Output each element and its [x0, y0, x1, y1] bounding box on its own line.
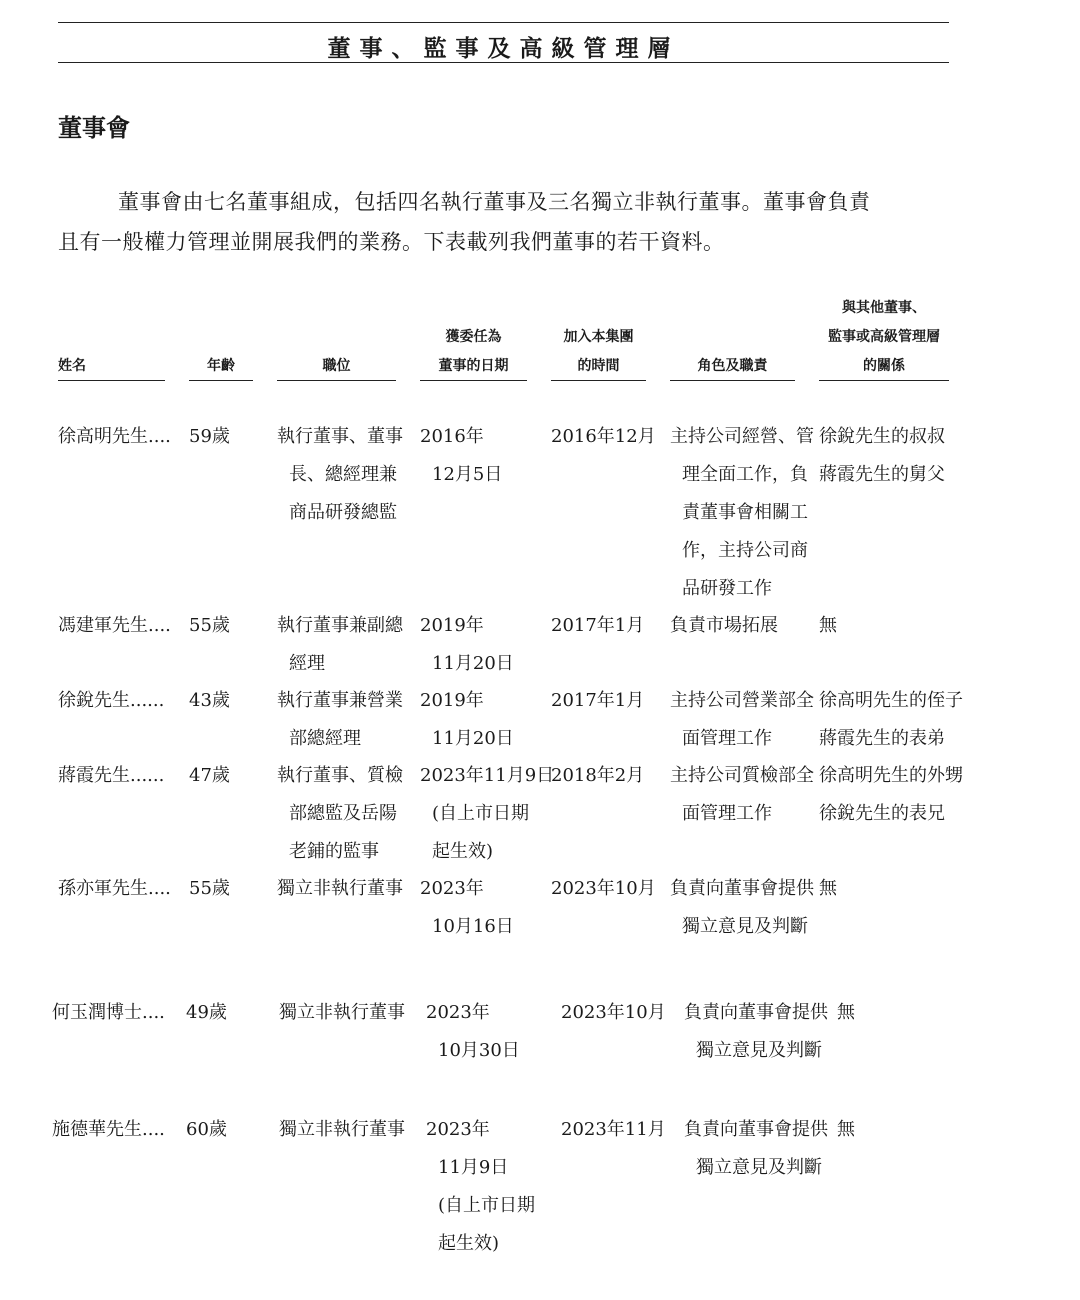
header-joined-l2: 的時間	[577, 358, 620, 374]
header-name: 姓名	[58, 358, 86, 374]
relationship: 徐銳先生的叔叔 蔣霞先生的舅父	[819, 426, 945, 485]
appointment-date: 2023年 10月16日	[420, 878, 514, 937]
header-roles: 角色及職責	[697, 358, 768, 374]
header-relationship-l1: 與其他董事、	[842, 300, 926, 316]
director-position: 獨立非執行董事	[279, 1119, 405, 1140]
appointment-date: 2023年 10月30日	[426, 1002, 520, 1061]
header-underline	[420, 380, 527, 381]
header-underline	[670, 380, 795, 381]
header-appointment	[420, 323, 527, 381]
appointment-date: 2023年 11月9日 (自上市日期 起生效)	[426, 1119, 536, 1254]
director-position: 獨立非執行董事	[277, 878, 403, 899]
director-name: 何玉潤博士....	[52, 1002, 165, 1023]
appointment-date: 2016年 12月5日	[420, 426, 503, 485]
director-position: 執行董事、董事 長、總經理兼 商品研發總監	[277, 426, 403, 523]
joined-date: 2018年2月	[551, 765, 645, 786]
relationship: 無	[819, 878, 837, 899]
header-relationship-l3: 的關係	[863, 358, 905, 374]
director-age: 55歲	[189, 615, 230, 636]
roles-responsibilities: 主持公司質檢部全 面管理工作	[670, 765, 814, 824]
relationship: 徐高明先生的外甥 徐銳先生的表兄	[819, 765, 963, 824]
roles-responsibilities: 負責向董事會提供 獨立意見及判斷	[670, 878, 814, 937]
intro-line-2: 且有一般權力管理並開展我們的業務。下表載列我們董事的若干資料。	[58, 230, 725, 254]
director-name: 馮建軍先生....	[58, 615, 171, 636]
director-age: 43歲	[189, 690, 230, 711]
joined-date: 2017年1月	[551, 615, 645, 636]
header-joined	[551, 323, 646, 381]
director-name: 蔣霞先生......	[58, 765, 165, 786]
header-position: 職位	[322, 358, 351, 374]
relationship: 無	[837, 1119, 855, 1140]
director-position: 獨立非執行董事	[279, 1002, 405, 1023]
joined-date: 2023年10月	[561, 1002, 666, 1023]
header-appointment-l2: 董事的日期	[438, 358, 509, 374]
page-header: 董事、監事及高級管理層	[327, 36, 680, 62]
director-name: 施德華先生....	[52, 1119, 165, 1140]
director-age: 49歲	[186, 1002, 227, 1023]
header-top-rule	[58, 22, 949, 23]
director-position: 執行董事兼副總 經理	[277, 615, 403, 674]
joined-date: 2017年1月	[551, 690, 645, 711]
header-relationship-l2: 監事或高級管理層	[828, 329, 940, 345]
roles-responsibilities: 負責向董事會提供 獨立意見及判斷	[684, 1002, 828, 1061]
roles-responsibilities: 負責市場拓展	[670, 615, 778, 636]
joined-date: 2023年10月	[551, 878, 656, 899]
header-age: 年齡	[207, 358, 235, 374]
roles-responsibilities: 主持公司營業部全 面管理工作	[670, 690, 814, 749]
appointment-date: 2019年 11月20日	[420, 690, 514, 749]
joined-date: 2016年12月	[551, 426, 656, 447]
director-age: 59歲	[189, 426, 230, 447]
header-appointment-l1: 獲委任為	[445, 329, 502, 345]
header-bottom-rule	[58, 62, 949, 63]
header-relationship	[819, 294, 949, 381]
director-name: 徐高明先生....	[58, 426, 171, 447]
header-underline	[551, 380, 646, 381]
roles-responsibilities: 負責向董事會提供 獨立意見及判斷	[684, 1119, 828, 1178]
director-position: 執行董事兼營業 部總經理	[277, 690, 403, 749]
header-underline	[819, 380, 949, 381]
section-title: 董事會	[58, 114, 130, 142]
roles-responsibilities: 主持公司經營、管 理全面工作，負 責董事會相關工 作，主持公司商 品研發工作	[670, 426, 814, 599]
director-age: 55歲	[189, 878, 230, 899]
header-underline	[58, 380, 165, 381]
director-age: 60歲	[186, 1119, 227, 1140]
intro-line-1: 董事會由七名董事組成，包括四名執行董事及三名獨立非執行董事。董事會負責	[118, 190, 871, 214]
header-underline	[277, 380, 396, 381]
relationship: 徐高明先生的侄子 蔣霞先生的表弟	[819, 690, 963, 749]
appointment-date: 2023年11月9日 (自上市日期 起生效)	[420, 765, 555, 862]
joined-date: 2023年11月	[561, 1119, 666, 1140]
header-joined-l1: 加入本集團	[563, 329, 634, 345]
director-name: 孫亦軍先生....	[58, 878, 171, 899]
director-position: 執行董事、質檢 部總監及岳陽 老鋪的監事	[277, 765, 403, 862]
relationship: 無	[837, 1002, 855, 1023]
director-age: 47歲	[189, 765, 230, 786]
director-name: 徐銳先生......	[58, 690, 165, 711]
appointment-date: 2019年 11月20日	[420, 615, 514, 674]
relationship: 無	[819, 615, 837, 636]
header-underline	[189, 380, 253, 381]
